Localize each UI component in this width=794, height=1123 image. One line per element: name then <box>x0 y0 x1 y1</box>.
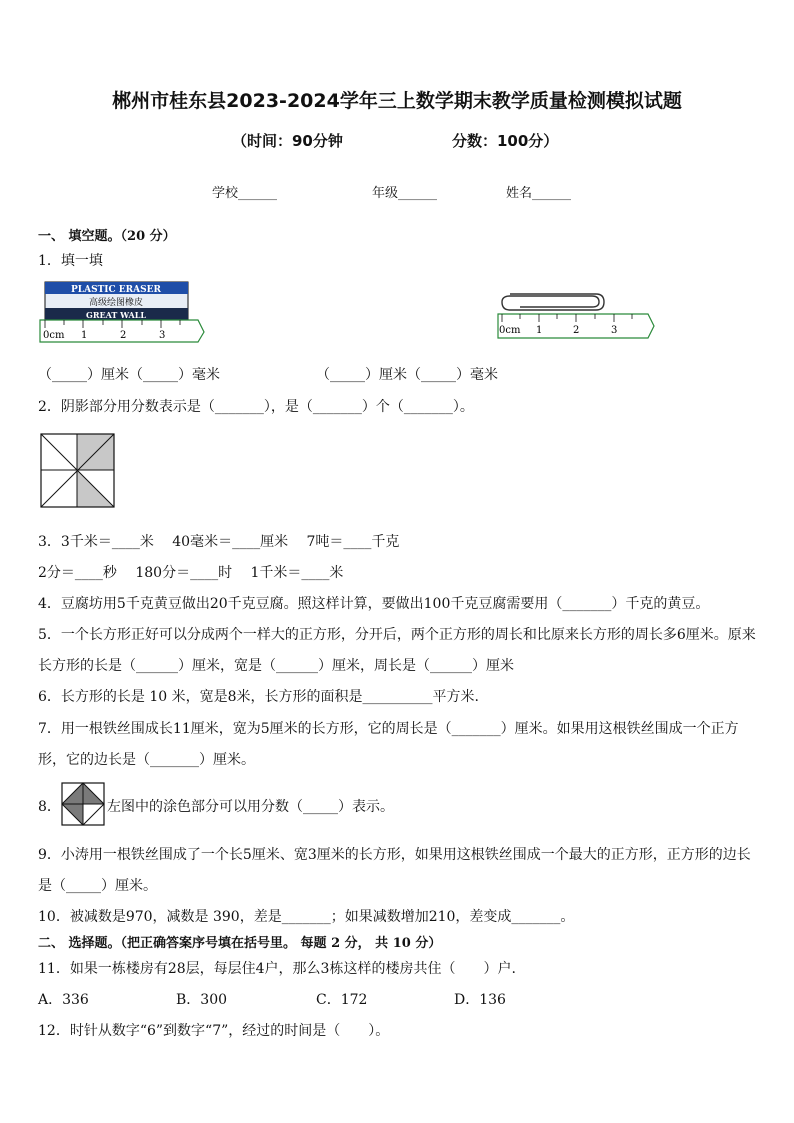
question-1-answer-left: （_____）厘米（_____）毫米 <box>38 367 220 383</box>
section-heading-fill-blank: 一、 填空题。（20 分） <box>38 229 176 244</box>
question-7-line-2: 形，它的边长是（_______）厘米。 <box>38 752 255 768</box>
paperclip-ruler-figure <box>496 288 660 344</box>
paperclip-icon <box>502 294 604 310</box>
eraser-label-3: GREAT WALL <box>85 310 147 320</box>
section-heading-choice: 二、 选择题。（把正确答案序号填在括号里。 每题 2 分， 共 10 分） <box>38 936 442 951</box>
shaded-square-figure <box>40 433 116 509</box>
school-field: 学校______ <box>212 186 278 201</box>
question-5-line-2: 长方形的长是（______）厘米，宽是（______）厘米，周长是（______）厘米 <box>38 658 514 674</box>
question-1-answer-right: （_____）厘米（_____）毫米 <box>316 367 498 383</box>
question-11-option-a: A．336 <box>38 992 89 1008</box>
question-11-option-b: B．300 <box>176 992 228 1008</box>
grade-field: 年级______ <box>372 186 438 201</box>
question-8-number: 8． <box>38 799 61 815</box>
question-3-line-1: 3．3千米＝____米 40毫米＝____厘米 7吨＝____千克 <box>38 534 400 550</box>
name-field: 姓名______ <box>506 186 572 201</box>
ruler-right-label-1: 1 <box>536 325 543 336</box>
eraser-label-2: 高级绘图橡皮 <box>88 298 144 308</box>
eraser-ruler-figure <box>38 280 206 346</box>
question-10: 10．被减数是970，减数是 390，差是_______；如果减数增加210，差变成_______。 <box>38 909 575 925</box>
ruler-right-label-2: 2 <box>573 325 580 336</box>
question-11-option-c: C．172 <box>316 992 368 1008</box>
question-1: 1．填一填 <box>38 253 103 269</box>
ruler-left-label-1: 1 <box>81 330 88 341</box>
question-5-line-1: 5．一个长方形正好可以分成两个一样大的正方形，分开后，两个正方形的周长和比原来长方形的周长多6厘米。原来 <box>38 627 756 643</box>
exam-time: （时间：90分钟 <box>232 132 343 150</box>
question-9-line-1: 9．小涛用一根铁丝围成了一个长5厘米、宽3厘米的长方形，如果用这根铁丝围成一个最大的正方形，正方形的边长 <box>38 847 751 863</box>
question-9-line-2: 是（_____）厘米。 <box>38 878 157 894</box>
question-3-line-2: 2分＝____秒 180分＝____时 1千米＝____米 <box>38 565 344 581</box>
ruler-right-label-3: 3 <box>611 325 618 336</box>
ruler-left-label-2: 2 <box>120 330 127 341</box>
question-7-line-1: 7．用一根铁丝围成长11厘米，宽为5厘米的长方形，它的周长是（_______）厘米。如果用这根铁丝围成一个正方 <box>38 721 739 737</box>
question-11: 11．如果一栋楼房有28层，每层住4户，那么3栋这样的楼房共住（ ）户. <box>38 961 516 977</box>
ruler-left-label-0: 0cm <box>43 330 65 341</box>
question-4: 4．豆腐坊用5千克黄豆做出20千克豆腐。照这样计算，要做出100千克豆腐需要用（_______）千克的黄豆。 <box>38 596 710 612</box>
ruler-right-label-0: 0cm <box>499 325 521 336</box>
eraser-label-1: PLASTIC ERASER <box>71 285 161 295</box>
question-12: 12．时针从数字“6”到数字“7”，经过的时间是（ ）。 <box>38 1023 390 1039</box>
question-11-option-d: D．136 <box>454 992 506 1008</box>
question-2: 2．阴影部分用分数表示是（_______），是（_______）个（_______）。 <box>38 399 474 415</box>
exam-score: 分数：100分） <box>452 132 559 150</box>
page-title: 郴州市桂东县2023-2024学年三上数学期末教学质量检测模拟试题 <box>112 90 682 112</box>
question-6: 6．长方形的长是 10 米，宽是8米，长方形的面积是__________平方米. <box>38 689 479 705</box>
question-8-text: 左图中的涂色部分可以用分数（_____）表示。 <box>107 799 394 815</box>
q8-shaded-figure <box>61 782 105 826</box>
ruler-left-label-3: 3 <box>159 330 166 341</box>
